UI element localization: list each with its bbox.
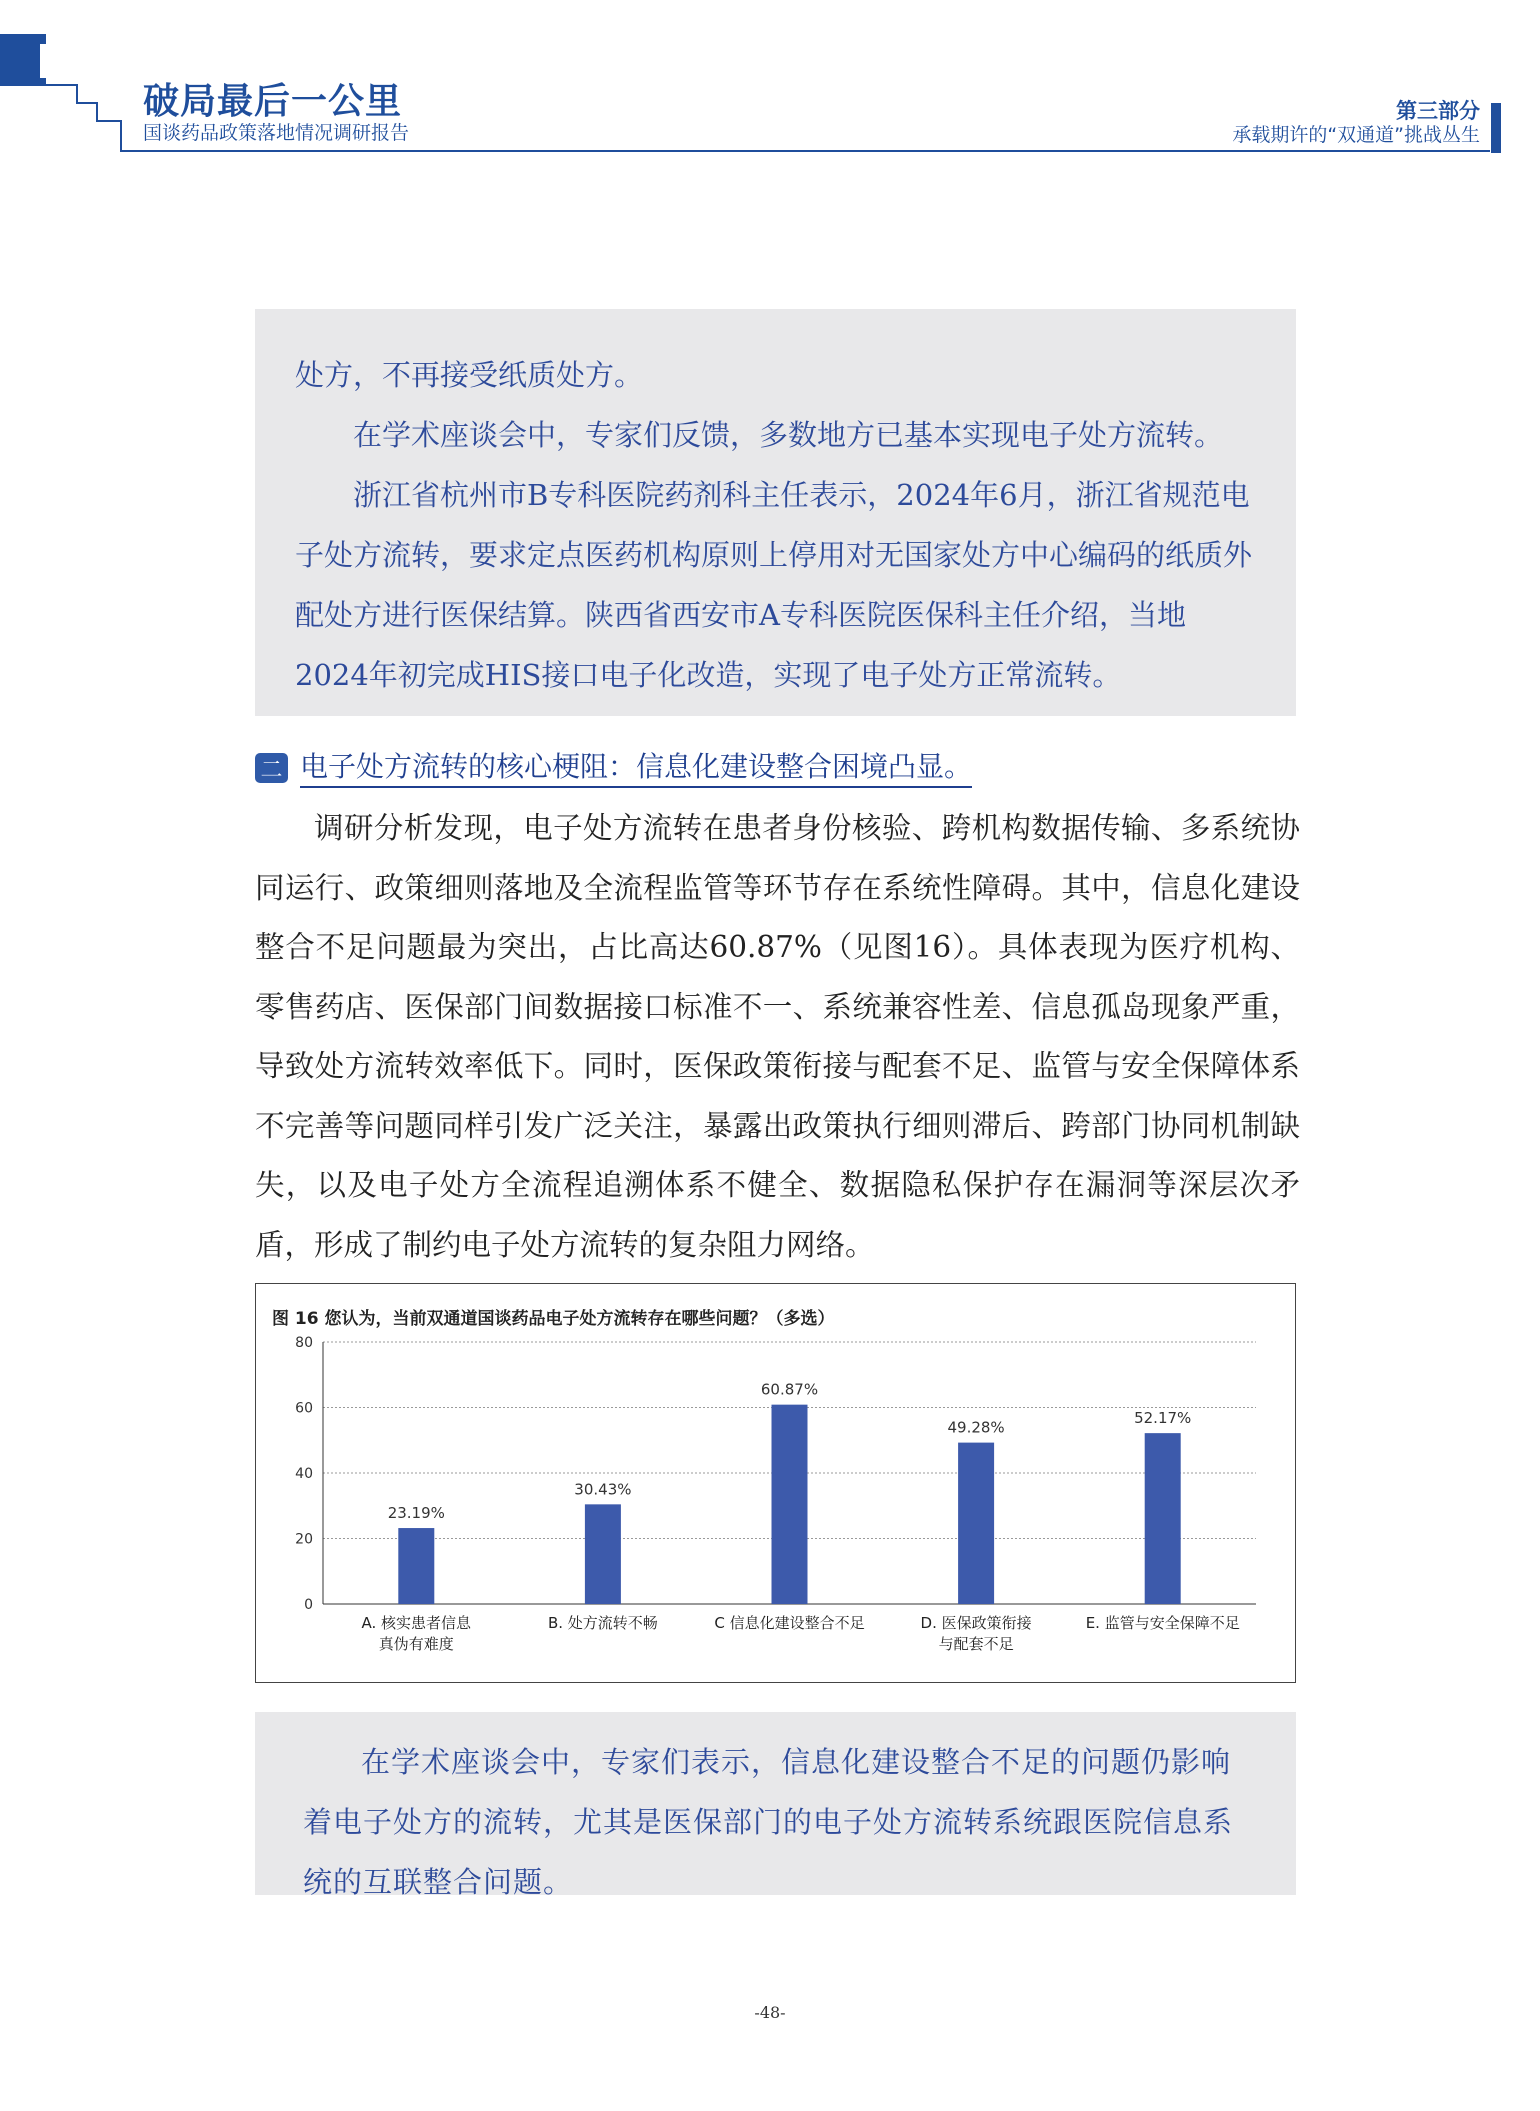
header-logo-notch <box>40 44 46 78</box>
header-step-line-4 <box>96 102 98 122</box>
chart-title: 图 16 您认为，当前双通道国谈药品电子处方流转存在哪些问题？（多选） <box>272 1309 835 1329</box>
data-label: 23.19% <box>387 1504 445 1523</box>
bar-chart-svg <box>256 1284 1294 1681</box>
header-step-line-2 <box>76 84 78 104</box>
header-step-line-3 <box>76 102 98 104</box>
report-title: 破局最后一公里 <box>143 81 403 122</box>
y-tick-label: 80 <box>295 1335 313 1351</box>
section-heading <box>255 748 972 788</box>
data-label: 30.43% <box>574 1480 632 1499</box>
bar <box>958 1443 994 1604</box>
part-label: 第三部分 <box>1396 99 1480 123</box>
header-step-line-6 <box>120 120 122 152</box>
x-tick-label: 真伪有难度 <box>378 1635 454 1653</box>
x-tick-label: 与配套不足 <box>938 1635 1014 1653</box>
part-subtitle: 承载期许的“双通道”挑战丛生 <box>1232 124 1480 146</box>
bar <box>585 1504 621 1604</box>
y-tick-label: 20 <box>295 1531 313 1548</box>
x-tick-label: C 信息化建设整合不足 <box>714 1614 865 1632</box>
header-accent-bar <box>1491 103 1501 153</box>
section-heading-text: 电子处方流转的核心梗阻：信息化建设整合困境凸显。 <box>300 749 972 788</box>
bar <box>1145 1433 1181 1604</box>
body-paragraph: 调研分析发现，电子处方流转在患者身份核验、跨机构数据传输、多系统协同运行、政策细则落地及全流程监管等环节存在系统性障碍。其中，信息化建设整合不足问题最为突出，占比高达60.87%（见图16）。具体表现为医疗机构、零售药店、医保部门间数据接口标准不一、系统兼容性差、信息孤岛现象严重，导致处方流转效率低下。同时，医保政策衔接与配套不足、监管与安全保障体系不完善等问题同样引发广泛关注，暴露出政策执行细则滞后、跨部门协同机制缺失，以及电子处方全流程追溯体系不健全、数据隐私保护存在漏洞等深层次矛盾，形成了制约电子处方流转的复杂阻力网络。 <box>255 811 1300 1262</box>
case-quote-box <box>255 309 1296 716</box>
quote-paragraph: 浙江省杭州市B专科医院药剂科主任表示，2024年6月，浙江省规范电子处方流转，要求定点医药机构原则上停用对无国家处方中心编码的纸质外配处方进行医保结算。陕西省西安市A专科医院医保科主任介绍，当地2024年初完成HIS接口电子化改造，实现了电子处方正常流转。 <box>295 478 1253 692</box>
x-tick-label: A. 核实患者信息 <box>361 1614 472 1632</box>
page-number: -48- <box>754 2003 786 2022</box>
y-tick-label: 0 <box>304 1597 313 1613</box>
x-tick-label: E. 监管与安全保障不足 <box>1085 1614 1240 1632</box>
data-label: 49.28% <box>947 1418 1005 1437</box>
x-tick-label: D. 医保政策衔接 <box>920 1614 1032 1632</box>
header-step-line-1 <box>46 84 78 86</box>
header-rule <box>120 150 1490 152</box>
figure-16-chart <box>255 1283 1296 1683</box>
y-tick-label: 40 <box>295 1466 313 1482</box>
bar <box>772 1405 808 1604</box>
y-tick-label: 60 <box>295 1400 313 1417</box>
data-label: 60.87% <box>760 1380 819 1399</box>
bar <box>398 1528 434 1604</box>
x-tick-label: B. 处方流转不畅 <box>547 1614 658 1632</box>
quote-paragraph: 在学术座谈会中，专家们表示，信息化建设整合不足的问题仍影响着电子处方的流转，尤其是医保部门的电子处方流转系统跟医院信息系统的互联整合问题。 <box>303 1745 1234 1899</box>
quote-paragraph: 处方，不再接受纸质处方。 <box>295 358 644 392</box>
report-subtitle: 国谈药品政策落地情况调研报告 <box>143 122 410 144</box>
expert-quote-box <box>255 1712 1296 1899</box>
header-step-line-5 <box>96 120 122 122</box>
data-label: 52.17% <box>1134 1409 1192 1428</box>
section-number-badge: 二 <box>255 753 288 783</box>
quote-paragraph: 在学术座谈会中，专家们反馈，多数地方已基本实现电子处方流转。 <box>353 418 1224 452</box>
